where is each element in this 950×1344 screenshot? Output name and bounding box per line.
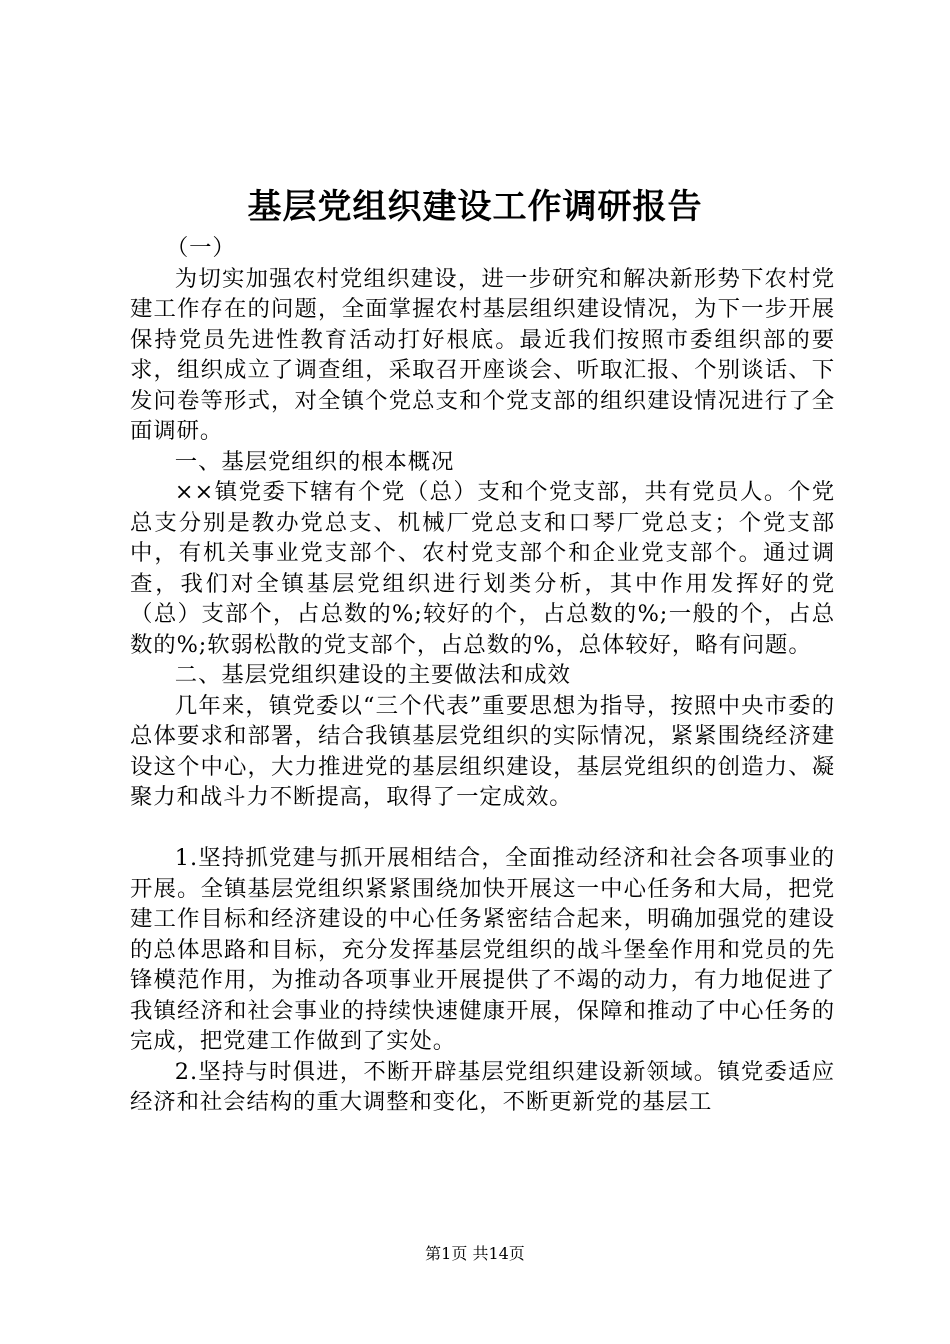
document-body (130, 233, 835, 1118)
heading-practices: 二、基层党组织建设的主要做法和成效 (174, 662, 571, 688)
heading-overview: 一、基层党组织的根本概况 (174, 448, 455, 475)
paragraph-overview: ××镇党委下辖有个党（总）支和个党支部，共有党员人。个党总支分别是教办党总支、机械厂党总支和口琴厂党总支；个党支部中，有机关事业党支部个、农村党支部个和企业党支部个。通过调查，我们对全镇基层党组织进行划类分析，其中作用发挥好的党（总）支部个，占总数的%;较好的个，占总数的%;一般的个，占总数的%;软弱松散的党支部个，占总数的%，总体较好，略有问题。 (130, 479, 835, 658)
section-marker: （一） (165, 235, 236, 261)
paragraph-practices: 几年来，镇党委以“三个代表”重要思想为指导，按照中央市委的总体要求和部署，结合我镇基层党组织的实际情况，紧紧围绕经济建设这个中心，大力推进党的基层组织建设，基层党组织的创造力、凝聚力和战斗力不断提高，取得了一定成效。 (130, 692, 835, 810)
document-title: 基层党组织建设工作调研报告 (247, 187, 703, 227)
paragraph-point-2: 2.坚持与时俱进，不断开辟基层党组织建设新领域。镇党委适应经济和社会结构的重大调整和变化，不断更新党的基层工 (130, 1058, 835, 1115)
page-footer: 第1页 共14页 (425, 1244, 525, 1263)
blank-line (130, 813, 835, 844)
paragraph-point-1: 1.坚持抓党建与抓开展相结合，全面推动经济和社会各项事业的开展。全镇基层党组织紧紧围绕加快开展这一中心任务和大局，把党建工作目标和经济建设的中心任务紧密结合起来，明确加强党的建设的总体思路和目标，充分发挥基层党组织的战斗堡垒作用和党员的先锋模范作用，为推动各项事业开展提供了不竭的动力，有力地促进了我镇经济和社会事业的持续快速健康开展，保障和推动了中心任务的完成，把党建工作做到了实处。 (130, 845, 835, 1054)
paragraph-intro: 为切实加强农村党组织建设，进一步研究和解决新形势下农村党建工作存在的问题，全面掌握农村基层组织建设情况，为下一步开展保持党员先进性教育活动打好根底。最近我们按照市委组织部的要求，组织成立了调查组，采取召开座谈会、听取汇报、个别谈话、下发问卷等形式，对全镇个党总支和个党支部的组织建设情况进行了全面调研。 (130, 265, 835, 444)
